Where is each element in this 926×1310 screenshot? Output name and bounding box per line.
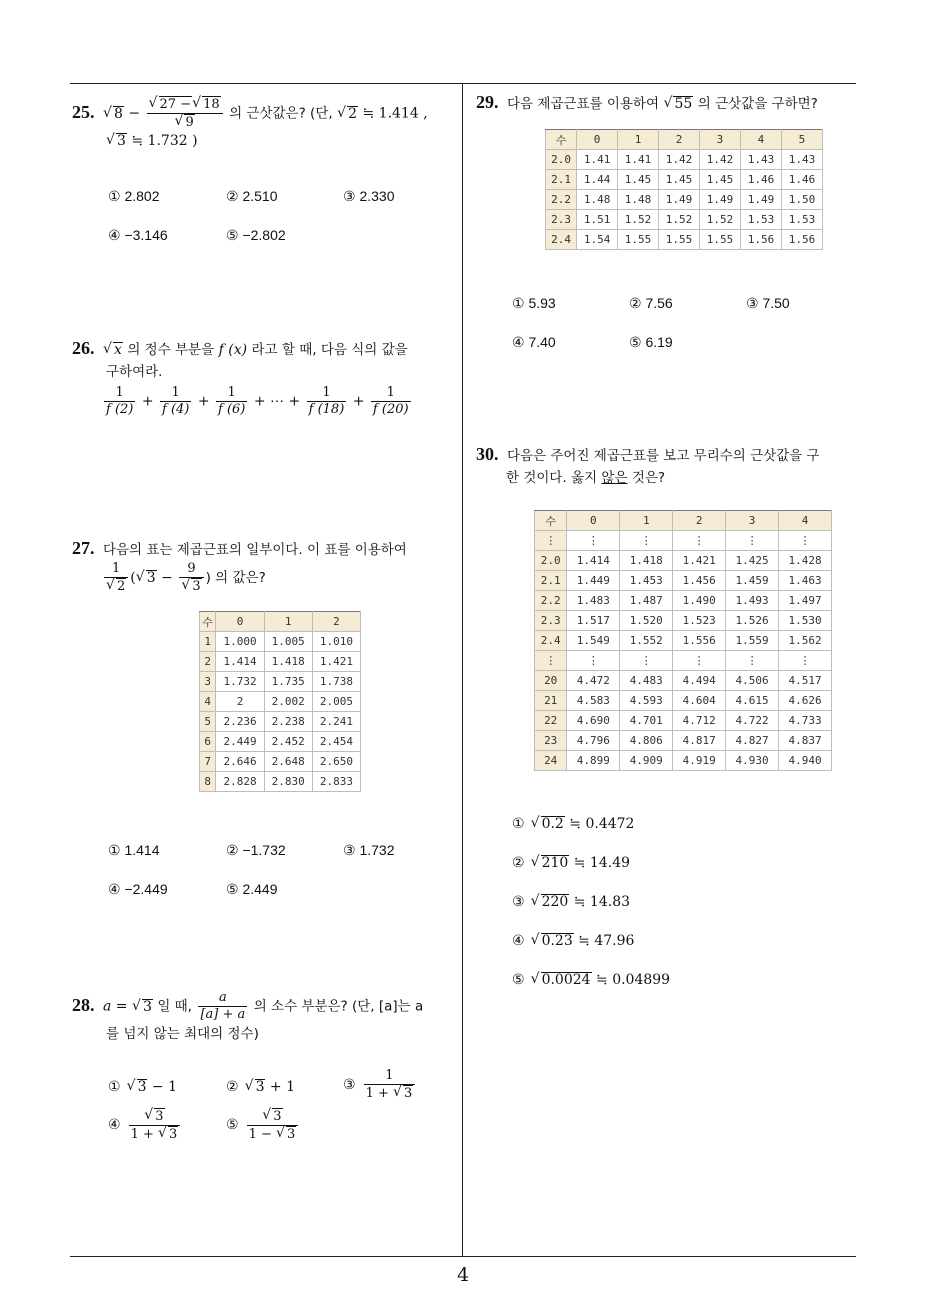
table-cell: 1.54: [577, 230, 618, 250]
table-cell: 1.46: [781, 170, 822, 190]
table-cell: 2.2: [546, 190, 577, 210]
table-cell: 2.830: [264, 772, 312, 792]
table-cell: 22: [535, 711, 567, 731]
column-divider: [462, 83, 463, 1256]
table-cell: 4.483: [620, 671, 673, 691]
table-cell: 4: [200, 692, 216, 712]
table-row: [535, 551, 832, 571]
table-cell: 4.517: [779, 671, 832, 691]
table-cell: 1.010: [312, 632, 360, 652]
table-row: [535, 571, 832, 591]
table-cell: 1.52: [700, 210, 741, 230]
table-row: [546, 230, 823, 250]
table-cell: 4.615: [726, 691, 779, 711]
table-cell: 2.2: [535, 591, 567, 611]
table-row: [200, 672, 361, 692]
choice-3[interactable]: ③ 7.50: [746, 295, 790, 311]
table-row: [535, 531, 832, 551]
choice-3[interactable]: ③√ 220 ≒ 14.83: [512, 893, 630, 910]
table-cell: 6: [200, 732, 216, 752]
table-header-cell: 4: [740, 130, 781, 150]
table-cell: ⋮: [779, 651, 832, 671]
table-cell: 4.604: [673, 691, 726, 711]
table-row: [535, 651, 832, 671]
choice-1[interactable]: ①√ 3 − 1: [108, 1078, 177, 1095]
table-cell: 4.733: [779, 711, 832, 731]
table-cell: 5: [200, 712, 216, 732]
table-row: [200, 712, 361, 732]
table-row: [546, 210, 823, 230]
choice-1[interactable]: ① 5.93: [512, 295, 556, 311]
table-cell: ⋮: [726, 651, 779, 671]
table-row: [535, 731, 832, 751]
choice-5[interactable]: ⑤ 2.449: [226, 881, 278, 897]
table-cell: 1.517: [567, 611, 620, 631]
table-cell: ⋮: [535, 531, 567, 551]
question-25: 25. √ 8 − √ 27 −√ 18 √ 9 의 근삿값은? (단, √ 2 ≒ 1.414 , √ 3 ≒ 1.732 ): [72, 96, 462, 152]
table-cell: 1.732: [216, 672, 264, 692]
table-cell: 3: [200, 672, 216, 692]
table-cell: 4.712: [673, 711, 726, 731]
table-cell: 1.41: [618, 150, 659, 170]
table-row: [535, 691, 832, 711]
table-cell: 1.418: [264, 652, 312, 672]
table-cell: 4.837: [779, 731, 832, 751]
table-cell: ⋮: [673, 531, 726, 551]
table-header-cell: 3: [700, 130, 741, 150]
table-header-cell: 2: [312, 612, 360, 632]
table-cell: 4.583: [567, 691, 620, 711]
table-row: [535, 751, 832, 771]
table-cell: 2.238: [264, 712, 312, 732]
choice-2[interactable]: ②√ 210 ≒ 14.49: [512, 854, 630, 871]
table-cell: 2.650: [312, 752, 360, 772]
table-row: [535, 591, 832, 611]
table-cell: 4.930: [726, 751, 779, 771]
table-cell: 4.827: [726, 731, 779, 751]
bottom-rule: [70, 1256, 856, 1257]
table-cell: 1.559: [726, 631, 779, 651]
table-cell: 1.005: [264, 632, 312, 652]
table-cell: 1.459: [726, 571, 779, 591]
table-cell: ⋮: [567, 531, 620, 551]
top-rule: [70, 83, 856, 84]
table-cell: 4.626: [779, 691, 832, 711]
table-row: [200, 632, 361, 652]
choice-4[interactable]: ④ 7.40: [512, 334, 556, 350]
table-row: [535, 671, 832, 691]
choice-2[interactable]: ②√ 3 + 1: [226, 1078, 295, 1095]
choice-5[interactable]: ⑤√ 0.0024 ≒ 0.04899: [512, 971, 670, 988]
choice-5[interactable]: ⑤ −2.802: [226, 227, 286, 243]
table-cell: 1: [200, 632, 216, 652]
table-cell: 4.472: [567, 671, 620, 691]
table-row: [200, 652, 361, 672]
table-cell: ⋮: [620, 531, 673, 551]
page-number: 4: [456, 1264, 470, 1286]
table-cell: 2.236: [216, 712, 264, 732]
table-cell: ⋮: [567, 651, 620, 671]
table-cell: 2.828: [216, 772, 264, 792]
table-cell: 4.909: [620, 751, 673, 771]
table-cell: 1.562: [779, 631, 832, 651]
table-cell: 1.463: [779, 571, 832, 591]
choice-2[interactable]: ② 2.510: [226, 188, 278, 204]
table-cell: 1.530: [779, 611, 832, 631]
table-cell: 2: [216, 692, 264, 712]
table-cell: 2.0: [535, 551, 567, 571]
table-cell: 1.46: [740, 170, 781, 190]
question-26: 26. √ x 의 정수 부분을 f (x) 라고 할 때, 다음 식의 값을 구하여라. $\frac{1}{f (2)}$ + $\frac{1}{f (4)}$ + $\frac{1}{f (6)}$ + ⋯ + $\frac{1}{f (18)}$ + $\frac{1}{f (20)}$: [72, 337, 462, 418]
table-cell: 1.55: [659, 230, 700, 250]
question-number: 30.: [476, 444, 499, 464]
choice-4[interactable]: ④ √ $\frac{3}{1 + √ 3}$: [108, 1108, 182, 1143]
table-cell: ⋮: [535, 651, 567, 671]
table-cell: ⋮: [620, 651, 673, 671]
table-cell: 4.494: [673, 671, 726, 691]
table-cell: 1.000: [216, 632, 264, 652]
table-cell: 1.56: [781, 230, 822, 250]
table-header-cell: 0: [567, 511, 620, 531]
choice-1[interactable]: ① 2.802: [108, 188, 160, 204]
table-cell: 2.833: [312, 772, 360, 792]
question-27: 27. 다음의 표는 제곱근표의 일부이다. 이 표를 이용하여 1 √ 2 (√ 3 − 9 √ 3 ) 의 값은?: [72, 537, 462, 595]
table-row: [200, 772, 361, 792]
table-cell: 1.421: [312, 652, 360, 672]
table-row: [200, 752, 361, 772]
table-cell: 1.487: [620, 591, 673, 611]
table-cell: 1.55: [700, 230, 741, 250]
table-cell: 1.549: [567, 631, 620, 651]
sqrt-8: √ 8: [103, 103, 124, 125]
question-number: 27.: [72, 538, 95, 558]
choice-4[interactable]: ④ −2.449: [108, 881, 168, 897]
table-header-cell: 2: [659, 130, 700, 150]
table-cell: 2.1: [535, 571, 567, 591]
question-number: 26.: [72, 338, 95, 358]
table-cell: 1.43: [781, 150, 822, 170]
table-cell: 2.452: [264, 732, 312, 752]
table-row: [535, 631, 832, 651]
table-header-cell: 1: [264, 612, 312, 632]
table-cell: 1.41: [577, 150, 618, 170]
table-header-cell: 수: [546, 130, 577, 150]
table-cell: 4.940: [779, 751, 832, 771]
question-number: 25.: [72, 101, 95, 122]
table-cell: 1.414: [216, 652, 264, 672]
table-cell: 2.454: [312, 732, 360, 752]
table-row: [546, 190, 823, 210]
table-cell: 1.45: [618, 170, 659, 190]
table-cell: 8: [200, 772, 216, 792]
table-header-cell: 4: [779, 511, 832, 531]
table-header-cell: 수: [535, 511, 567, 531]
table-row: [200, 692, 361, 712]
table-cell: 1.42: [700, 150, 741, 170]
table-cell: ⋮: [673, 651, 726, 671]
square-root-table: [545, 129, 823, 250]
table-cell: 24: [535, 751, 567, 771]
table-header-cell: 0: [577, 130, 618, 150]
table-header-cell: 0: [216, 612, 264, 632]
table-cell: 4.701: [620, 711, 673, 731]
choice-2[interactable]: ② 7.56: [629, 295, 673, 311]
table-cell: 1.53: [781, 210, 822, 230]
table-cell: 4.796: [567, 731, 620, 751]
table-cell: 2: [200, 652, 216, 672]
table-cell: 4.817: [673, 731, 726, 751]
table-cell: 23: [535, 731, 567, 751]
square-root-table: [534, 510, 832, 771]
choice-3[interactable]: ③ 1.732: [343, 842, 395, 858]
table-cell: 1.55: [618, 230, 659, 250]
table-cell: 4.593: [620, 691, 673, 711]
question-number: 28.: [72, 994, 95, 1015]
square-root-table: [199, 611, 361, 792]
table-cell: 2.005: [312, 692, 360, 712]
table-cell: 1.483: [567, 591, 620, 611]
table-header-cell: 수: [200, 612, 216, 632]
table-cell: 1.52: [618, 210, 659, 230]
table-cell: 2.002: [264, 692, 312, 712]
fraction: √ 27 −√ 18 √ 9: [147, 96, 223, 131]
table-row: [546, 170, 823, 190]
choice-4[interactable]: ④√ 0.23 ≒ 47.96: [512, 932, 634, 949]
table-cell: 2.4: [546, 230, 577, 250]
table-cell: 1.456: [673, 571, 726, 591]
table-cell: 7: [200, 752, 216, 772]
table-cell: 2.3: [535, 611, 567, 631]
table-cell: 2.646: [216, 752, 264, 772]
table-cell: 4.722: [726, 711, 779, 731]
table-cell: 2.4: [535, 631, 567, 651]
table-cell: 1.44: [577, 170, 618, 190]
table-cell: 1.453: [620, 571, 673, 591]
table-row: [200, 732, 361, 752]
table-row: [535, 611, 832, 631]
table-cell: 1.428: [779, 551, 832, 571]
table-cell: 2.449: [216, 732, 264, 752]
table-cell: 1.48: [577, 190, 618, 210]
question-30: 30. 다음은 주어진 제곱근표를 보고 무리수의 근삿값을 구 한 것이다. 옳지 않은 것은?: [476, 444, 820, 486]
table-cell: 1.421: [673, 551, 726, 571]
question-29: 29. 다음 제곱근표를 이용하여 √ 55 의 근삿값을 구하면?: [476, 91, 866, 115]
table-cell: 4.690: [567, 711, 620, 731]
table-cell: 1.53: [740, 210, 781, 230]
table-cell: 1.51: [577, 210, 618, 230]
table-cell: 1.738: [312, 672, 360, 692]
table-header-cell: 5: [781, 130, 822, 150]
table-cell: 1.520: [620, 611, 673, 631]
table-cell: 1.48: [618, 190, 659, 210]
choice-3[interactable]: ③ 2.330: [343, 188, 395, 204]
table-cell: 1.490: [673, 591, 726, 611]
table-cell: 1.45: [700, 170, 741, 190]
table-header-cell: 2: [673, 511, 726, 531]
choice-3[interactable]: ③ $\frac{1}{1 + √ 3}$: [343, 1068, 417, 1102]
table-row: [535, 711, 832, 731]
table-cell: 1.414: [567, 551, 620, 571]
table-cell: 1.526: [726, 611, 779, 631]
table-cell: 1.45: [659, 170, 700, 190]
table-cell: 1.43: [740, 150, 781, 170]
table-cell: 21: [535, 691, 567, 711]
table-cell: 2.0: [546, 150, 577, 170]
table-cell: 4.919: [673, 751, 726, 771]
table-cell: 2.241: [312, 712, 360, 732]
table-header-cell: 1: [620, 511, 673, 531]
table-cell: 1.418: [620, 551, 673, 571]
choice-2[interactable]: ② −1.732: [226, 842, 286, 858]
question-number: 29.: [476, 92, 499, 112]
table-cell: 2.648: [264, 752, 312, 772]
table-header-cell: 1: [618, 130, 659, 150]
table-cell: 1.425: [726, 551, 779, 571]
choice-1[interactable]: ① 1.414: [108, 842, 160, 858]
table-cell: 4.506: [726, 671, 779, 691]
table-cell: 1.56: [740, 230, 781, 250]
choice-5[interactable]: ⑤ √ $\frac{3}{1 - √ 3}$: [226, 1108, 300, 1143]
table-cell: 4.899: [567, 751, 620, 771]
table-cell: 1.497: [779, 591, 832, 611]
table-cell: 2.1: [546, 170, 577, 190]
table-cell: 4.806: [620, 731, 673, 751]
table-cell: 1.49: [740, 190, 781, 210]
table-cell: 1.49: [700, 190, 741, 210]
table-cell: 1.735: [264, 672, 312, 692]
question-28: 28. a = √ 3 일 때, $\frac{a}{[a] + a}$ 의 소수 부분은? (단, [a]는 a 를 넘지 않는 최대의 정수): [72, 990, 462, 1045]
table-cell: 1.42: [659, 150, 700, 170]
table-cell: 1.552: [620, 631, 673, 651]
table-cell: 1.556: [673, 631, 726, 651]
table-cell: 1.493: [726, 591, 779, 611]
sum-expression: $\frac{1}{f (2)}$ + $\frac{1}{f (4)}$ + $\frac{1}{f (6)}$ + ⋯ + $\frac{1}{f (18)}$ + $\frac{1}{f (20)}$: [106, 385, 409, 417]
table-cell: 1.449: [567, 571, 620, 591]
table-cell: ⋮: [779, 531, 832, 551]
choice-4[interactable]: ④ −3.146: [108, 227, 168, 243]
choice-1[interactable]: ①√ 0.2 ≒ 0.4472: [512, 815, 634, 832]
table-cell: 2.3: [546, 210, 577, 230]
table-cell: 1.52: [659, 210, 700, 230]
choice-5[interactable]: ⑤ 6.19: [629, 334, 673, 350]
table-row: [546, 150, 823, 170]
table-cell: 1.523: [673, 611, 726, 631]
table-cell: 1.50: [781, 190, 822, 210]
table-cell: 1.49: [659, 190, 700, 210]
table-header-cell: 3: [726, 511, 779, 531]
table-cell: 20: [535, 671, 567, 691]
table-cell: ⋮: [726, 531, 779, 551]
